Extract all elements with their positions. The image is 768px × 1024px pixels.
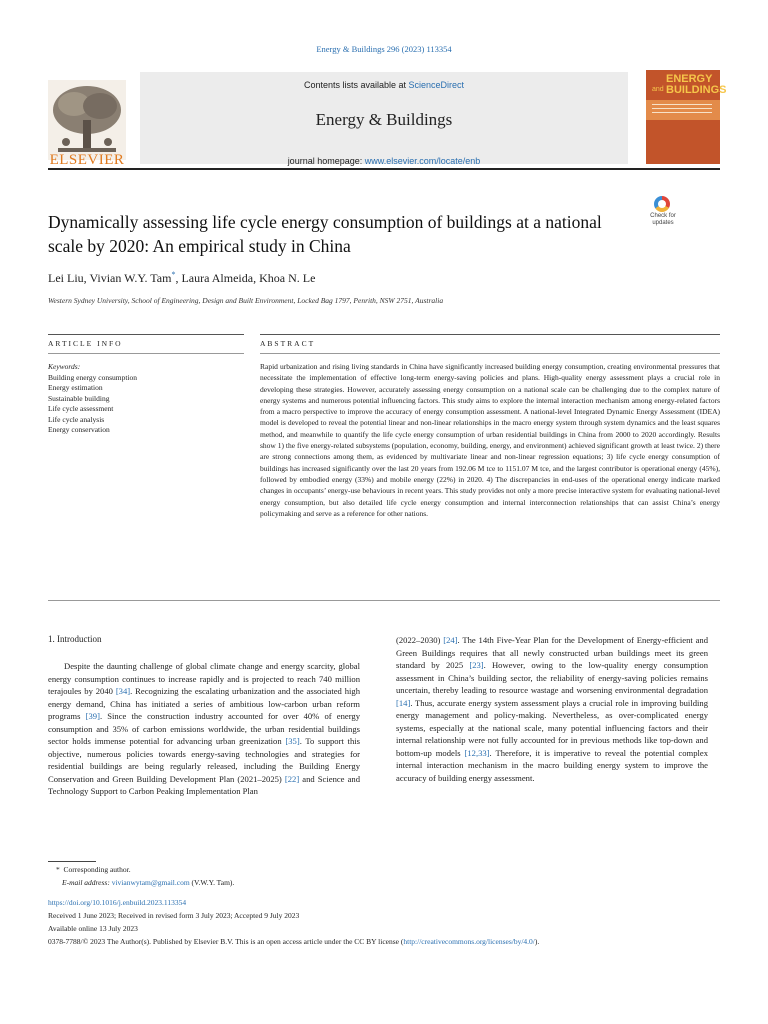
paragraph-text: and Science and Technology Support to Carbon Peaking Implementation Plan (48, 773, 360, 796)
intro-column-2 (396, 634, 708, 784)
footnote-rule (48, 861, 96, 862)
citation-link[interactable]: [12,33] (464, 747, 490, 758)
article-info-label: ARTICLE INFO (48, 339, 123, 348)
abstract-subrule (260, 353, 720, 354)
keyword-item: Life cycle analysis (48, 414, 105, 424)
license-link[interactable]: http://creativecommons.org/licenses/by/4.0/ (403, 937, 535, 946)
cover-title: ENERGY BUILDINGS (666, 73, 727, 96)
check-for-updates-button[interactable]: Check for updates (646, 196, 680, 234)
cover-and: and (652, 86, 664, 93)
keywords-block (48, 362, 243, 436)
footnote-corresponding: * Corresponding author. (56, 865, 131, 874)
paper-title: Dynamically assessing life cycle energy consumption of buildings at a national scale by 2020: An empirical study in China (48, 212, 602, 256)
journal-header (48, 68, 727, 170)
keywords-heading: Keywords: (48, 362, 81, 371)
author-list: Lei Liu, Vivian W.Y. Tam*, Laura Almeida, Khoa N. Le (48, 270, 316, 285)
license-line: 0378-7788/© 2023 The Author(s). Published by Elsevier B.V. This is an open access article under the CC BY license (http://creativecommons.org/licenses/by/4.0/). (48, 937, 540, 946)
keyword-item: Energy conservation (48, 425, 110, 434)
paragraph-text: Despite the daunting challenge of global climate change and energy scarcity, global energy consumption continues to increase rapidly and is projected to reach 740 million terajoules by 2040 (48, 661, 360, 696)
journal-name: Energy & Buildings (315, 110, 453, 129)
journal-citation[interactable]: Energy & Buildings 296 (2023) 113354 (316, 44, 452, 54)
citation-link[interactable]: [24] (443, 635, 458, 645)
citation-link[interactable]: [34] (115, 686, 131, 696)
received-dates: Received 1 June 2023; Received in revised form 3 July 2023; Accepted 9 July 2023 (48, 911, 300, 920)
homepage-line: journal homepage: www.elsevier.com/locate/enb (287, 156, 481, 166)
citation-link[interactable]: [14] (396, 697, 411, 708)
paragraph-text: . Recognizing the escalating urbanization and the associated high energy demand, China has initiated a series of ambitious low-carbon urban reform programs (48, 686, 360, 721)
doi-link[interactable]: https://doi.org/10.1016/j.enbuild.2023.113354 (48, 898, 187, 907)
paragraph-text: . The 14th Five-Year Plan for the Development of Energy-efficient and Green Buildings requires that all newly constructed urban buildings meet its green standard by 2025 (396, 635, 708, 670)
citation-link[interactable]: [23] (469, 660, 484, 670)
available-online: Available online 13 July 2023 (48, 924, 138, 933)
article-info-rule (48, 334, 244, 335)
section-heading-introduction: 1. Introduction (48, 634, 102, 644)
abstract-text: Rapid urbanization and rising living standards in China have significantly increased building energy consumption, creating environmental pressures that necessitate the implementation of effective long-term energy-saving policies and plans. High-quality energy assessment plays a crucial role in developing these strategies. However, accurately assessing energy consumption on a national scale can be challenging due to the complex nature of energy systems and numerous potential influencing factors. This study aims to explore the internal interaction mechanism among energy-related factors from a macro perspective to improve the accuracy of energy consumption assessment. A national-level Integrated Dynamic Energy Assessment (IDEA) model is developed to reveal the potential linear and non-linear relationships in the macro energy system through system dynamics and the least squares method, and meanwhile to quantify the life cycle energy consumption of urban residential buildings in China from 2000 to 2020 accordingly. Results show 1) the five energy-related subsystems (population, economy, building, energy, and environment) achieved significant growth at least twice. 2) there are strong connections among them, as evidenced by multivariate linear and non-linear regression equations; 3) life cycle energy consumption of buildings has increased significantly over the last 20 years from 192.06 M tce to 1151.07 M tce, and the largest contributor is operational energy (45%), followed by embodied energy (33%) and mobile energy (22%) in 2020. 4) The discrepancies in end-uses of the operational energy indicate marked changes in occupants’ energy-use behaviours in recent years. This study provides not only a more precise interactive system for evaluating national-level energy consumption, but also detailed life cycle energy consumption and internal interconnection relationships that can assist China’s energy policymaking and serve as a reference for other nations. (260, 362, 720, 518)
abstract-label: ABSTRACT (260, 339, 316, 348)
publisher-name: ELSEVIER (49, 152, 125, 168)
abstract-rule (260, 334, 720, 335)
corresponding-author-mark[interactable]: * (171, 270, 176, 279)
check-for-updates-icon (654, 196, 670, 212)
citation-link[interactable]: [39] (85, 711, 100, 721)
keyword-item: Building energy consumption (48, 372, 138, 382)
sciencedirect-link[interactable]: ScienceDirect (408, 80, 465, 90)
article-info-subrule (48, 353, 244, 354)
intro-column-1 (48, 660, 360, 798)
paragraph-text: (2022–2030) (396, 635, 444, 645)
journal-cover-thumbnail[interactable] (646, 70, 727, 164)
affiliation: Western Sydney University, School of Engineering, Design and Built Environment, Locked Bag 1797, Penrith, NSW 2751, Australia (48, 296, 444, 305)
footnote-email: E-mail address: vivianwytam@gmail.com (V.W.Y. Tam). (62, 878, 235, 887)
paragraph-text: . Since the construction industry accounted for over 40% of energy consumption and 35% of carbon emissions worldwide, the urban residential buildings sector holds immense potential for advancing urban greenization (48, 711, 361, 746)
paragraph-text: . Thus, accurate energy system assessment plays a crucial role in improving building energy management and policy-making. Nevertheless, as over-complicated energy systems, especially at the national scale, many potential influencing factors and their internal relationship were not fully accounted for in previous methods like top-down and bottom-up models (396, 697, 708, 758)
paragraph-text: . However, owing to the low-quality energy consumption assessment in China’s building sector, the reliability of energy-saving policies remains uncertain, thereby leading to resource wastage and worsening environmental degradation (396, 660, 709, 695)
keyword-item: Life cycle assessment (48, 404, 114, 413)
paragraph-text: . To support this objective, numerous policies towards energy-saving technologies and strategies for residential buildings are being regularly released, including the Building Energy Conservation and Green Building Development Plan (2021–2025) (48, 736, 360, 784)
journal-homepage-link[interactable]: www.elsevier.com/locate/enb (364, 156, 481, 166)
keyword-item: Energy estimation (48, 383, 103, 392)
citation-link[interactable]: [22] (284, 773, 300, 784)
abstract-bottom-rule (48, 600, 720, 601)
keyword-item: Sustainable building (48, 393, 110, 403)
contents-line: Contents lists available at ScienceDirect (303, 80, 465, 90)
paragraph-text: . Therefore, it is imperative to reveal the potential complex internal interaction mechanism in the macro building energy system to improve the accuracy of building energy assessment. (396, 747, 708, 783)
journal-info-box (140, 72, 628, 164)
citation-link[interactable]: [35] (285, 736, 300, 746)
author-email-link[interactable]: vivianwytam@gmail.com (111, 878, 190, 887)
